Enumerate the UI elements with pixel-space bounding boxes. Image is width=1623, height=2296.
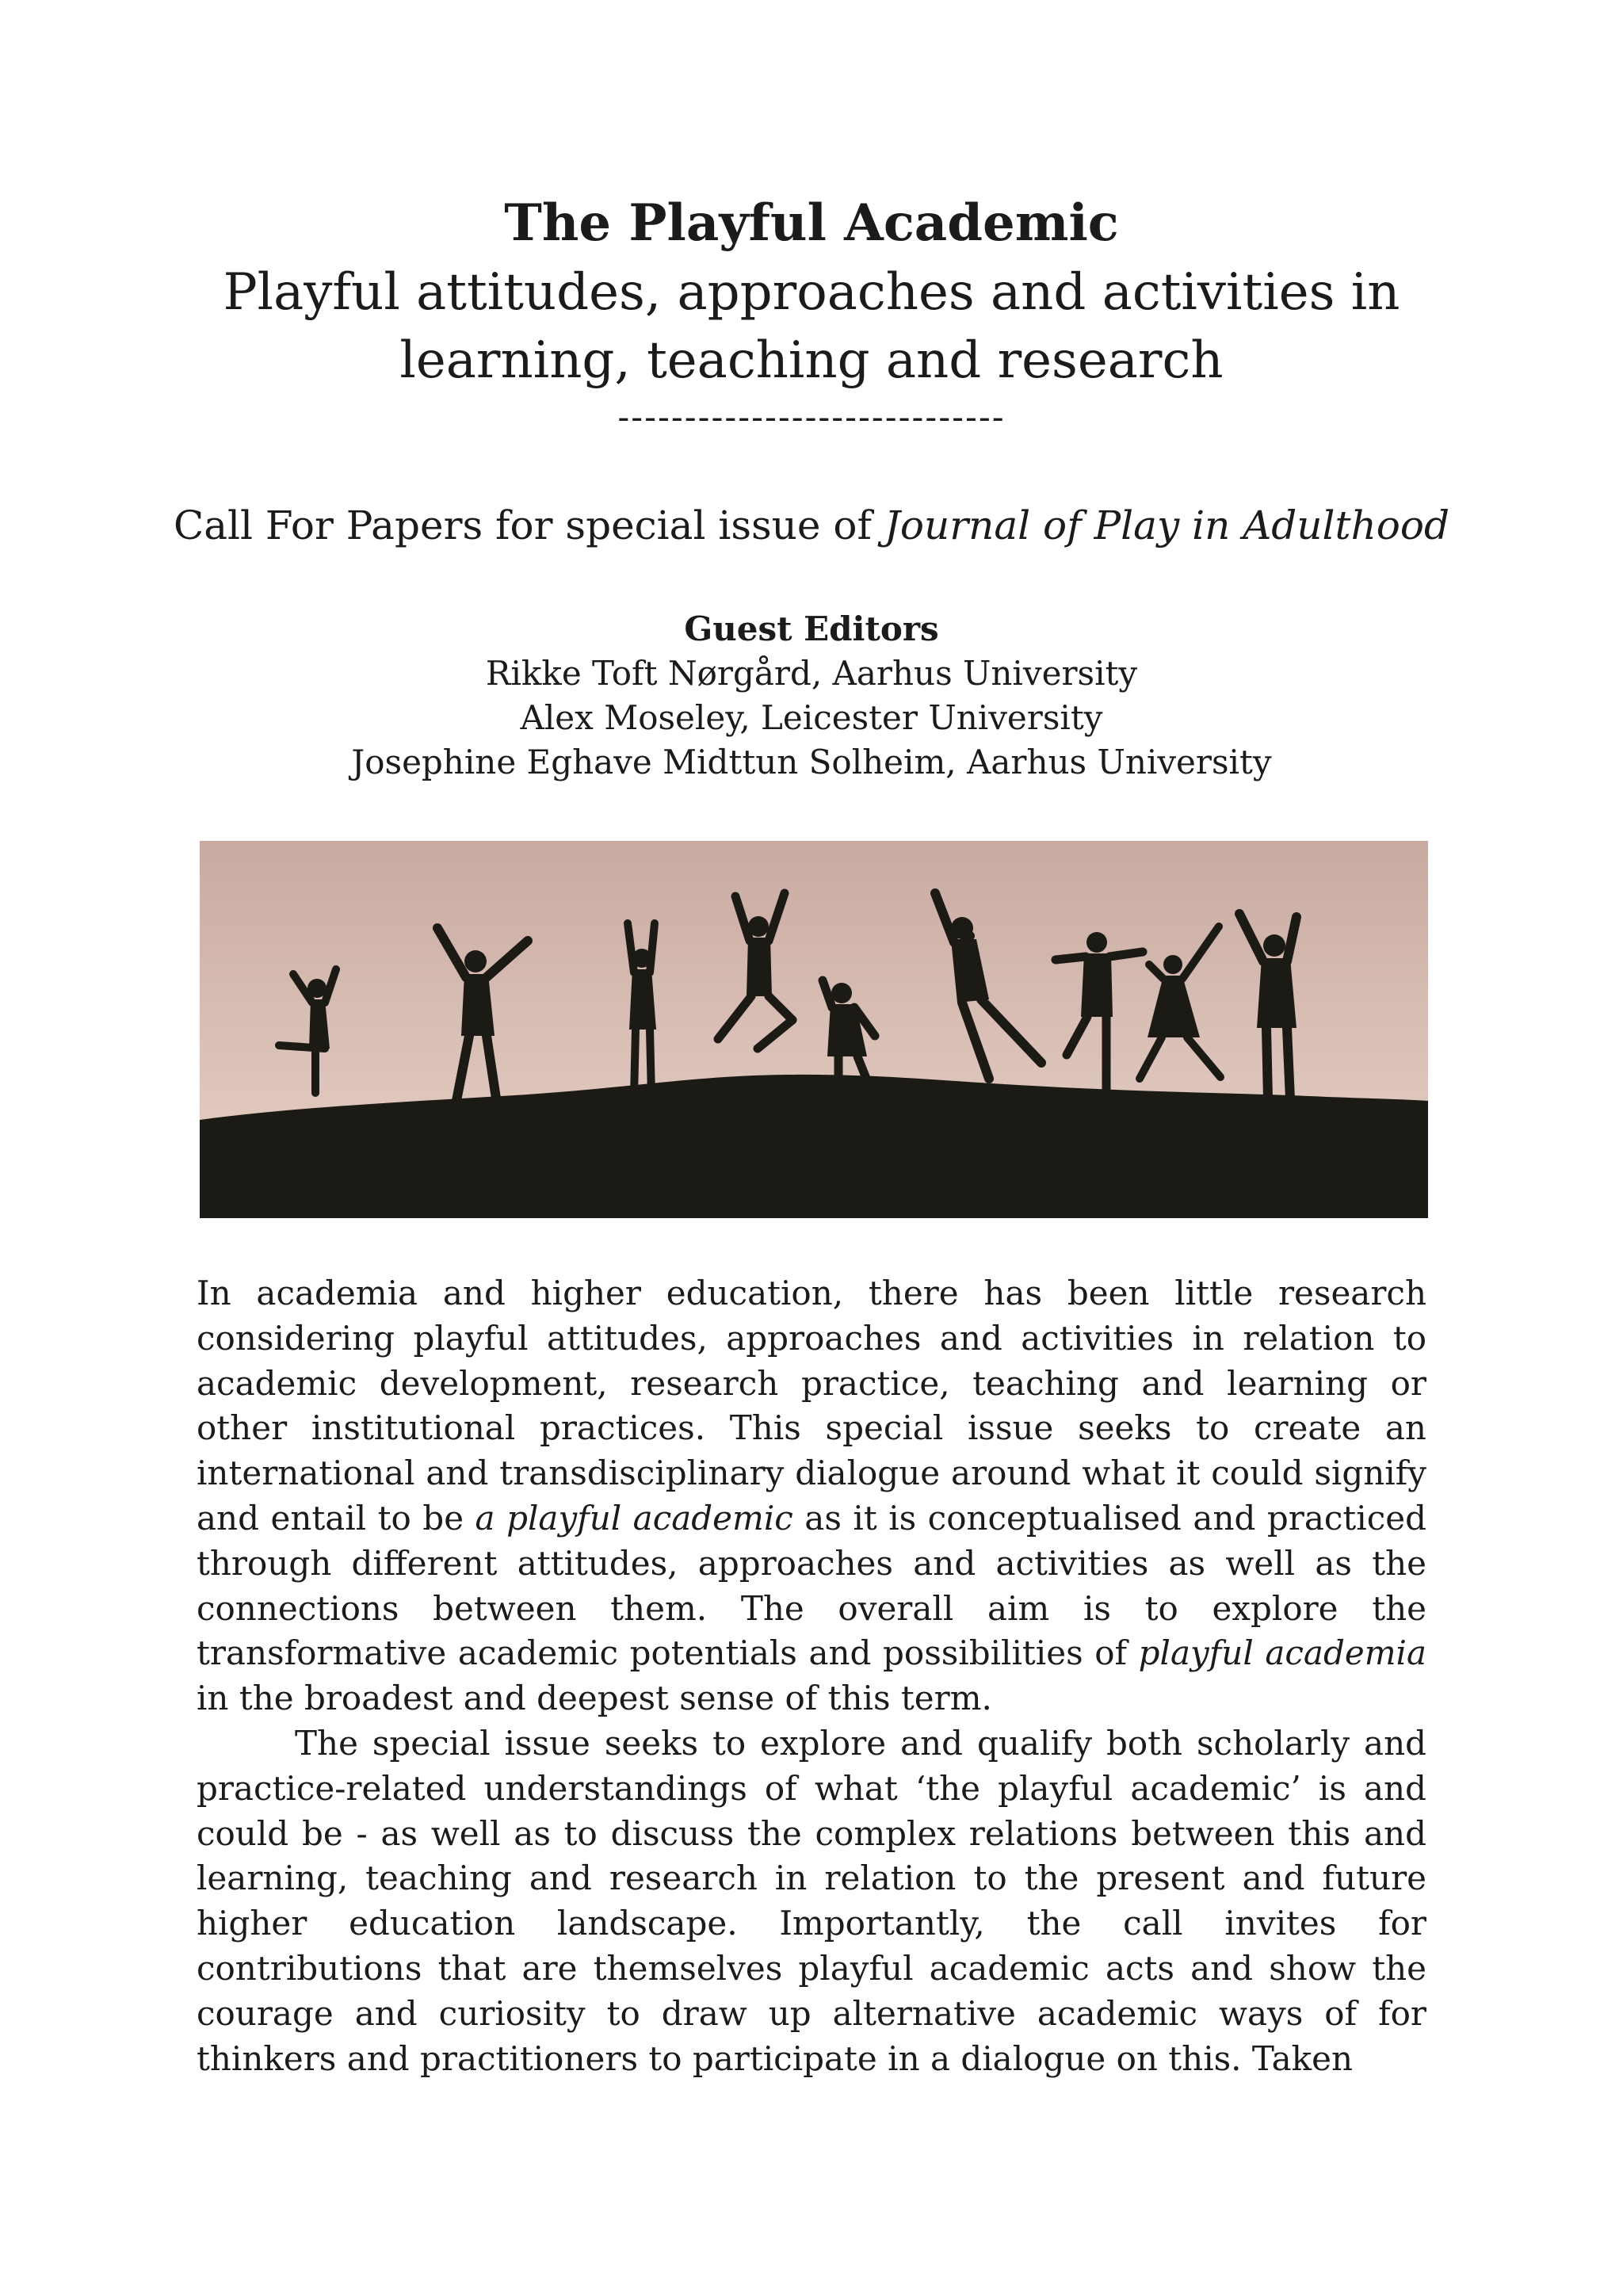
call-prefix: Call For Papers for special issue of xyxy=(173,502,884,548)
editor-name: Alex Moseley, Leicester University xyxy=(520,698,1103,737)
paragraph-2: The special issue seeks to explore and qualify both scholarly and practice-related understandings of what ‘the playful academic’ is and could be - as well as to discuss the complex relations between this and learning, teaching and research in relation to the present and future higher education landscape. Importantly, the call invites for contributions that are themselves playful academic acts and show the courage and curiosity to draw up alternative academic ways of for thinkers and practitioners to participate in a dialogue on this. Taken xyxy=(197,1723,1426,2078)
jumping-people-photo xyxy=(200,841,1428,1218)
journal-name: Journal of Play in Adulthood xyxy=(884,502,1450,548)
paragraph-1 xyxy=(197,1271,1426,1721)
paragraph-1-part-3: in the broadest and deepest sense of this term. xyxy=(197,1679,992,1718)
guest-editors-heading: Guest Editors xyxy=(684,609,939,648)
title-block xyxy=(0,189,1623,441)
title-divider: ----------------------------- xyxy=(617,397,1006,437)
document-title: The Playful Academic xyxy=(504,193,1119,253)
body-text xyxy=(197,1271,1426,2081)
paragraph-1-part-1: In academia and higher education, there has been little research considering playful attitudes, approaches and activities in relation to academic development, research practice, teaching and learning or other institutional practices. This special issue seeks to create an international and transdisciplinary dialogue around what it could signify and entail to be xyxy=(197,1274,1426,1538)
editor-name: Josephine Eghave Midttun Solheim, Aarhus University xyxy=(351,743,1272,781)
editor-name: Rikke Toft Nørgård, Aarhus University xyxy=(485,654,1138,693)
call-for-papers-line xyxy=(0,498,1623,553)
guest-editors xyxy=(0,607,1623,785)
document-subtitle: Playful attitudes, approaches and activities in learning, teaching and research xyxy=(223,263,1400,390)
paragraph-1-emphasis-2: playful academia xyxy=(1138,1633,1427,1673)
paragraph-1-emphasis-1: a playful academic xyxy=(475,1498,793,1538)
paragraph-1-part-2: as it is conceptualised and practiced through different attitudes, approaches and activities as well as the connections between them. The overall aim is to explore the transformative academic potentials and possibilities of xyxy=(197,1498,1426,1673)
